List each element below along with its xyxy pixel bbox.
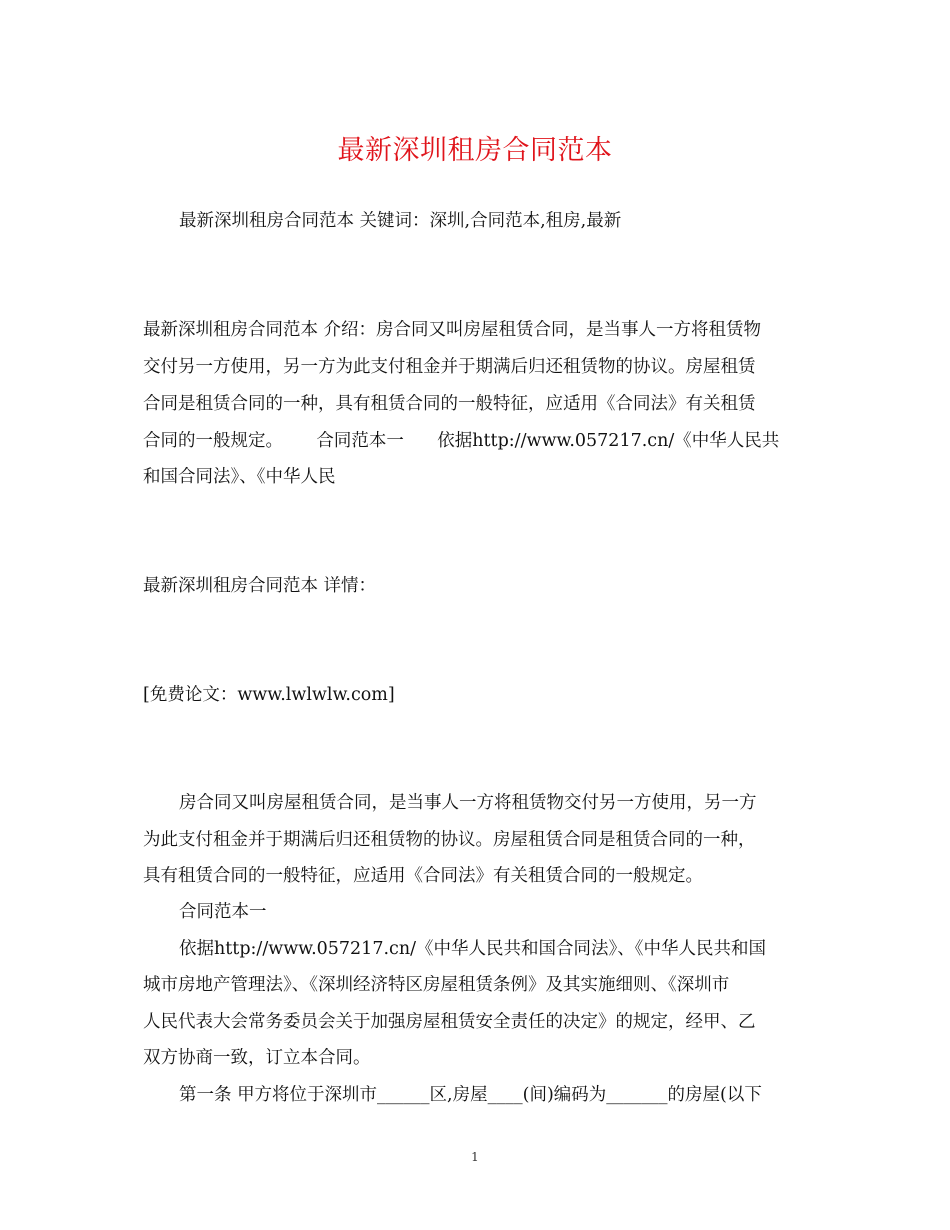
body-line: 双方协商一致，订立本合同。 <box>143 1048 371 1068</box>
body-line: 依据http://www.057217.cn/《中华人民共和国合同法》、《中华人民共和国 <box>179 939 766 959</box>
free-paper-note: [免费论文：www.lwlwlw.com] <box>143 685 395 705</box>
details-heading: 最新深圳租房合同范本 详情： <box>143 576 377 596</box>
body-line: 人民代表大会常务委员会关于加强房屋租赁安全责任的决定》的规定，经甲、乙 <box>143 1012 756 1032</box>
intro-line: 和国合同法》、《中华人民 <box>143 467 336 487</box>
body-line: 为此支付租金并于期满后归还租赁物的协议。房屋租赁合同是租赁合同的一种， <box>143 830 756 850</box>
intro-line: 交付另一方使用，另一方为此支付租金并于期满后归还租赁物的协议。房屋租赁 <box>143 357 756 377</box>
intro-line: 最新深圳租房合同范本 介绍：房合同又叫房屋租赁合同，是当事人一方将租赁物 <box>143 320 762 340</box>
intro-line: 合同的一般规定。 合同范本一 依据http://www.057217.cn/《中华人民共 <box>143 431 780 451</box>
intro-line: 合同是租赁合同的一种，具有租赁合同的一般特征，应适用《合同法》有关租赁 <box>143 394 756 414</box>
body-line: 城市房地产管理法》、《深圳经济特区房屋租赁条例》及其实施细则、《深圳市 <box>143 975 730 995</box>
body-line: 第一条 甲方将位于深圳市______区,房屋____(间)编码为_______的房屋(以下 <box>179 1085 762 1105</box>
page-number: 1 <box>471 1150 479 1164</box>
body-line: 合同范本一 <box>179 902 267 922</box>
document-title: 最新深圳租房合同范本 <box>337 135 613 166</box>
body-line: 房合同又叫房屋租赁合同，是当事人一方将租赁物交付另一方使用，另一方 <box>179 793 757 813</box>
body-line: 具有租赁合同的一般特征，应适用《合同法》有关租赁合同的一般规定。 <box>143 866 703 886</box>
keywords-line: 最新深圳租房合同范本 关键词：深圳,合同范本,租房,最新 <box>179 211 622 231</box>
